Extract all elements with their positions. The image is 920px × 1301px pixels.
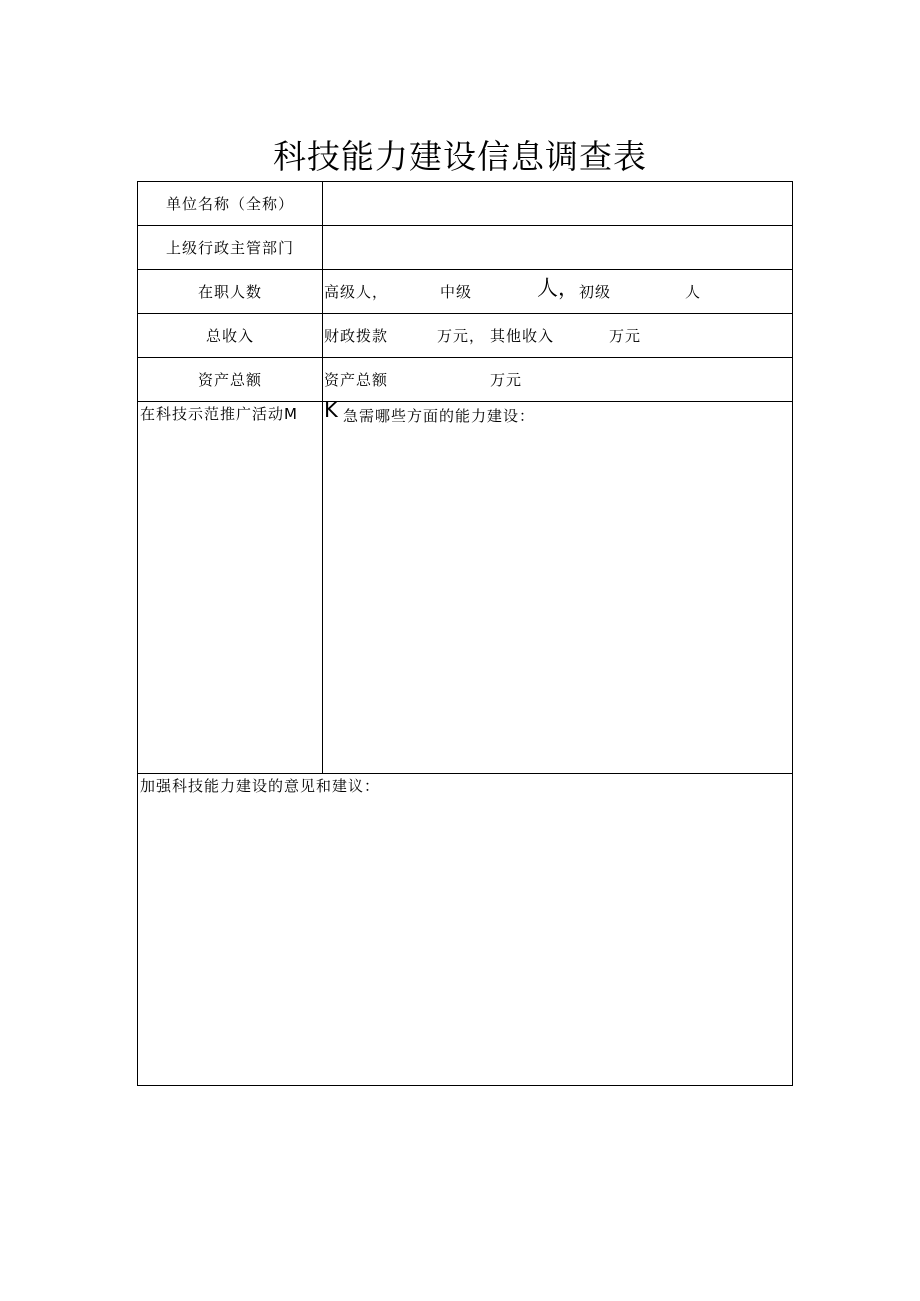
supervisor-dept-label: 上级行政主管部门 — [165, 239, 294, 257]
unit-name-field[interactable] — [324, 183, 792, 225]
income-other-unit: 万元 — [609, 327, 642, 345]
needs-prefix: K — [324, 398, 338, 422]
staff-senior-text: 高级人， — [324, 283, 389, 301]
supervisor-dept-field[interactable] — [324, 227, 792, 269]
assets-value-text: 资产总额 — [324, 371, 389, 389]
staff-junior-unit: 人 — [685, 283, 702, 301]
staff-junior-text: 初级 — [579, 283, 612, 301]
page-title: 科技能力建设信息调查表 — [273, 137, 647, 176]
row-divider — [138, 773, 792, 774]
total-assets-label: 资产总额 — [197, 371, 262, 389]
income-other-text: 其他收入 — [490, 327, 555, 345]
row-divider — [138, 401, 792, 402]
activity-field[interactable] — [139, 426, 321, 771]
unit-name-label: 单位名称（全称） — [165, 195, 294, 213]
survey-form-table — [137, 181, 793, 1086]
needs-field[interactable] — [324, 426, 792, 771]
suggestion-field[interactable] — [139, 798, 791, 1084]
assets-unit: 万元 — [490, 371, 523, 389]
column-divider — [322, 182, 323, 773]
staff-count-label: 在职人数 — [197, 283, 262, 301]
income-fiscal-unit: 万元， — [437, 327, 486, 345]
suggestion-label: 加强科技能力建设的意见和建议： — [140, 777, 381, 795]
row-divider — [138, 269, 792, 270]
total-income-label: 总收入 — [205, 327, 254, 345]
staff-mid-unit: 人， — [537, 276, 579, 300]
income-fiscal-text: 财政拨款 — [324, 327, 389, 345]
needs-label: 急需哪些方面的能力建设： — [343, 407, 536, 425]
staff-mid-text: 中级 — [440, 283, 473, 301]
row-divider — [138, 313, 792, 314]
activity-label: 在科技示范推广活动M — [140, 405, 298, 423]
row-divider — [138, 357, 792, 358]
row-divider — [138, 225, 792, 226]
